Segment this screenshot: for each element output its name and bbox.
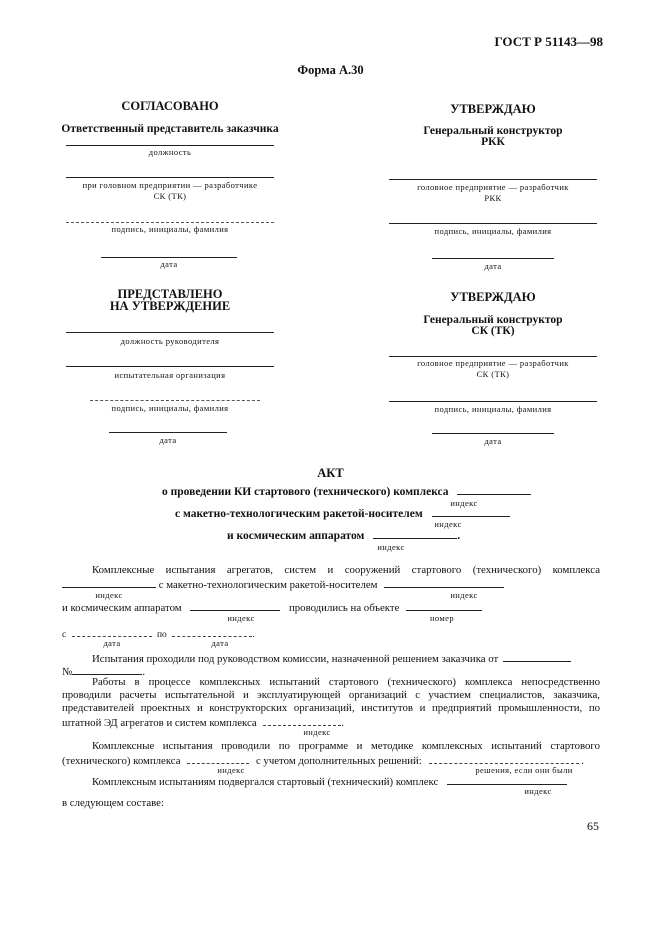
signature-line[interactable] [66,222,274,223]
sk-index-field[interactable] [62,577,156,588]
form-title: Форма А.30 [297,63,364,77]
caption-position: должность [148,147,192,157]
position-line[interactable] [66,332,274,333]
approve-subtitle: Генеральный конструктор [423,314,563,326]
org-line[interactable] [66,366,274,367]
date-to-field[interactable] [172,626,252,637]
complex-index-field[interactable] [187,753,249,764]
p5-text: Комплексным испытаниям подвергался стартовый (технический) комплекс [92,776,439,788]
date-line[interactable] [101,257,237,258]
decisions-field[interactable] [429,753,579,764]
rocket-index-field[interactable] [384,577,504,588]
caption-date: дата [159,435,177,445]
date-from-field[interactable] [72,626,152,637]
caption-enterprise: при головном предприятии — разработчике [82,180,258,190]
period-row: с по . [62,626,255,640]
caption-date: дата [484,436,502,446]
object-number-field[interactable] [406,600,482,611]
act-period: . [457,530,461,542]
paragraph-3-line-2: проводили расчеты испытательной и эксплуатирующей организаций с участием специалистов, заказчика, [62,689,600,701]
caption-enterprise-2: РКК [484,193,502,203]
paragraph-2-line-1 [92,651,571,667]
caption-index: индекс [434,519,462,529]
paragraph-3-line-3: представителей проектных и конструкторских организаций, институтов и предприятий промышленности, по [62,702,600,714]
caption-index: индекс [227,613,255,623]
caption-index: индекс [95,590,123,600]
signature-line[interactable] [389,223,597,224]
decision-number-field[interactable] [72,664,142,675]
approve-title: УТВЕРЖДАЮ [450,102,536,116]
paragraph-3-line-1: Работы в процессе комплексных испытаний стартового (технического) комплекса непосредственно [92,676,600,688]
caption-date: дата [160,259,178,269]
caption-index: индекс [217,765,245,775]
p1-spacecraft-text: и космическим аппаратом [62,602,182,614]
act-line-1 [162,484,531,498]
submitted-title: ПРЕДСТАВЛЕНО [117,287,223,301]
date-line[interactable] [432,258,554,259]
caption-enterprise-2: СК (ТК) [153,191,187,201]
caption-signature: подпись, инициалы, фамилия [434,404,552,414]
act-line-2 [175,506,510,520]
from-label: с [62,630,67,640]
spacecraft-index-field[interactable] [373,528,457,539]
enterprise-line[interactable] [66,177,274,178]
date-line[interactable] [432,433,554,434]
complex-index-field[interactable] [447,774,567,785]
approve-title: УТВЕРЖДАЮ [450,290,536,304]
act-line-2-text: с макетно-технологическим ракетой-носителем [175,508,423,520]
caption-number: номер [429,613,455,623]
spacecraft-index-field[interactable] [190,600,280,611]
caption-date: дата [484,261,502,271]
page-number: 65 [587,819,599,833]
caption-decisions: решения, если они были [475,765,573,775]
signature-line[interactable] [90,400,260,401]
date-line[interactable] [109,432,227,433]
paragraph-4-line-2: (технического) комплекса с учетом дополнительных решений: . [62,755,584,767]
agreed-title: СОГЛАСОВАНО [121,99,219,113]
p4-decisions-text: с учетом дополнительных решений: [255,755,422,767]
caption-enterprise: головное предприятие — разработчик [417,358,569,368]
number-sign: № [62,666,73,678]
caption-index: индекс [524,786,552,796]
approve-subtitle-rkk: РКК [481,136,505,148]
caption-signature: подпись, инициалы, фамилия [434,226,552,236]
enterprise-line[interactable] [389,356,597,357]
caption-index: индекс [450,498,478,508]
enterprise-line[interactable] [389,179,597,180]
p1-object-text: проводились на объекте [289,602,400,614]
caption-signature: подпись, инициалы, фамилия [111,403,229,413]
p3-text: штатной ЭД агрегатов и систем комплекса [62,717,257,729]
paragraph-3-line-4: штатной ЭД агрегатов и систем комплекса . [62,717,345,729]
paragraph-1-line-1: Комплексные испытания агрегатов, систем и сооружений стартового (технического) комплекса [92,564,600,576]
gost-number: ГОСТ Р 51143—98 [494,34,603,49]
paragraph-4-line-1: Комплексные испытания проводили по программе и методике комплексных испытаний стартового [92,740,600,752]
caption-date: дата [103,638,121,648]
rocket-index-field[interactable] [432,506,510,517]
caption-enterprise-2: СК (ТК) [476,369,510,379]
paragraph-2-line-2: № . [62,666,146,678]
complex-index-field[interactable] [263,715,341,726]
ki-index-field[interactable] [457,484,531,495]
caption-signature: подпись, инициалы, фамилия [111,224,229,234]
approve-subtitle-sk: СК (ТК) [471,325,515,337]
p1-rocket-text: с макетно-технологическим ракетой-носителем [158,579,378,591]
approve-subtitle: Генеральный конструктор [423,125,563,137]
signature-line[interactable] [389,401,597,402]
agreed-subtitle: Ответственный представитель заказчика [61,123,279,135]
caption-date: дата [211,638,229,648]
caption-enterprise: головное предприятие — разработчик [417,182,569,192]
p4-complex-text: (технического) комплекса [62,755,181,767]
paragraph-6: в следующем составе: [62,797,164,809]
act-line-3-text: и космическим аппаратом [227,530,365,542]
caption-index: индекс [303,727,331,737]
act-title: АКТ [317,466,344,480]
caption-index: индекс [450,590,478,600]
caption-index: индекс [377,542,405,552]
decision-date-field[interactable] [503,651,571,662]
caption-org: испытательная организация [114,370,226,380]
p2-text: Испытания проходили под руководством комиссии, назначенной решением заказчика от [92,653,499,665]
act-line-1-text: о проведении КИ стартового (технического) комплекса [162,486,449,498]
position-line[interactable] [66,145,274,146]
caption-position: должность руководителя [120,336,220,346]
submitted-title-2: НА УТВЕРЖДЕНИЕ [109,299,231,313]
act-line-3 [227,528,460,542]
to-label: по [156,630,167,640]
